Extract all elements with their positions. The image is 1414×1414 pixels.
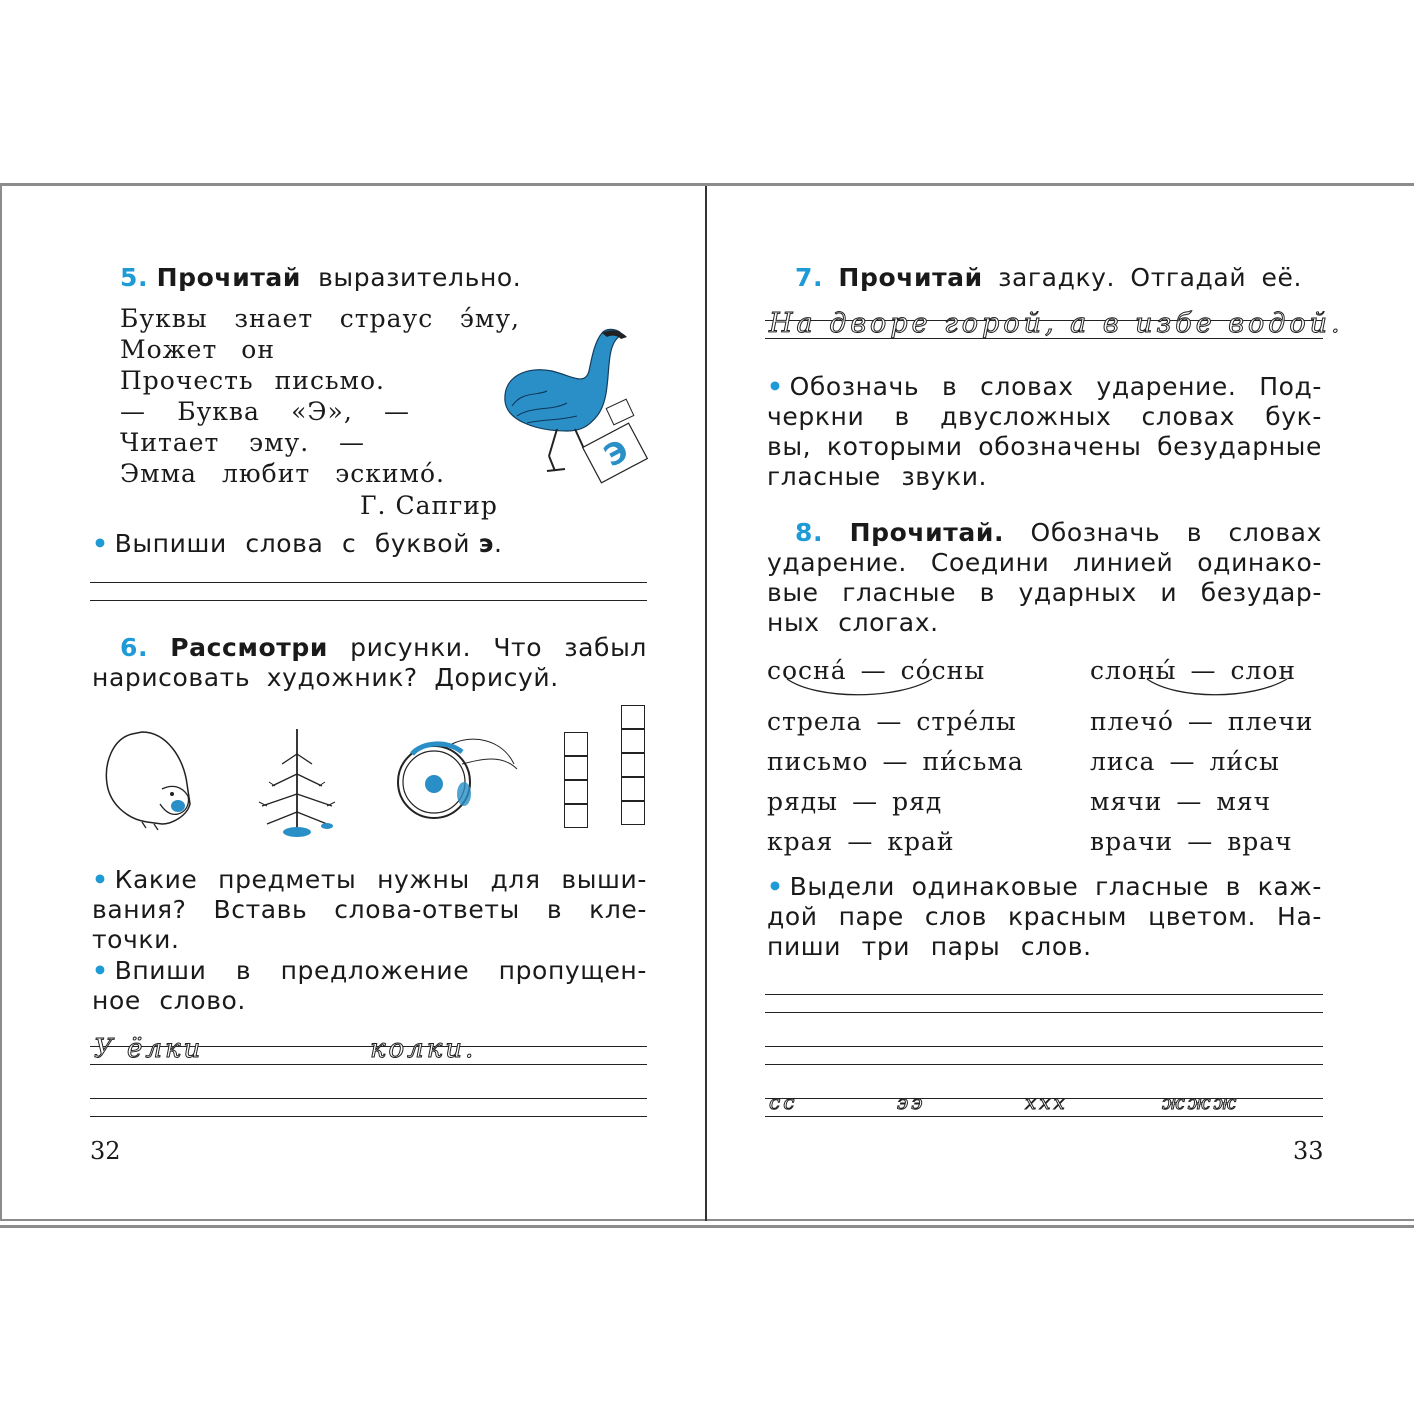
fir-tree-illustration bbox=[247, 724, 347, 839]
embroidery-hoop-illustration bbox=[392, 724, 522, 834]
ex5-verb: Прочитай bbox=[156, 263, 301, 292]
poem-line: Прочесть письмо. bbox=[120, 366, 385, 395]
bullet-icon: • bbox=[92, 956, 109, 985]
ex6-task1-line: • Какие предметы нужны для выши- bbox=[92, 865, 647, 894]
poem-author: Г. Сапгир bbox=[360, 491, 498, 520]
ex8-task bbox=[767, 872, 1322, 962]
grid-cell[interactable] bbox=[621, 705, 645, 729]
bottom-border-inner bbox=[0, 1219, 1414, 1221]
writing-line[interactable] bbox=[90, 600, 647, 601]
ex8-verb: Прочитай. bbox=[849, 518, 1005, 547]
cursive-letters: жжж bbox=[1162, 1090, 1240, 1114]
ex5-heading bbox=[120, 263, 540, 293]
page-number: 33 bbox=[1293, 1137, 1324, 1165]
writing-line[interactable] bbox=[90, 582, 647, 583]
poem-line: Может он bbox=[120, 335, 275, 364]
word-pair: сосна́ — со́сны bbox=[767, 656, 986, 685]
ex7-task-line: черкни в двусложных словах бук- bbox=[767, 402, 1322, 431]
writing-line[interactable] bbox=[90, 1064, 647, 1065]
grid-cell[interactable] bbox=[564, 756, 588, 780]
ex6-task2-line: ное слово. bbox=[92, 986, 246, 1015]
bottom-border bbox=[0, 1225, 1414, 1228]
cursive-letters: ээ bbox=[897, 1090, 926, 1114]
ex8-number: 8. bbox=[795, 518, 824, 547]
cursive-sample: колки. bbox=[370, 1034, 477, 1064]
grid-cell[interactable] bbox=[621, 729, 645, 753]
grid-cell[interactable] bbox=[621, 777, 645, 801]
grid-cell[interactable] bbox=[621, 801, 645, 825]
ex5-task-letter: э bbox=[478, 529, 495, 558]
hedgehog-illustration bbox=[102, 724, 202, 834]
writing-line[interactable] bbox=[765, 994, 1323, 995]
left-page bbox=[2, 186, 705, 1219]
ex7-task bbox=[767, 372, 1322, 492]
ex6-number: 6. bbox=[120, 633, 149, 662]
ex8-text bbox=[767, 548, 1322, 638]
ex7-task-line: • Обозначь в словах ударение. Под- bbox=[767, 372, 1322, 401]
word-pair: плечо́ — плечи bbox=[1090, 707, 1314, 736]
bullet-icon: • bbox=[767, 372, 784, 401]
cursive-letters: сс bbox=[769, 1090, 798, 1114]
cursive-riddle: На дворе горой, а в избе водой. bbox=[769, 308, 1344, 339]
grid-cell[interactable] bbox=[564, 732, 588, 756]
grid-cell[interactable] bbox=[621, 753, 645, 777]
poem-line: Буквы знает страус э́му, bbox=[120, 304, 520, 333]
cursive-sample: У ёлки bbox=[94, 1034, 204, 1064]
bullet-icon: • bbox=[92, 529, 109, 558]
writing-line[interactable] bbox=[765, 1012, 1323, 1013]
word-pair: ряды — ряд bbox=[767, 787, 943, 816]
ex6-line2: нарисовать художник? Дорисуй. bbox=[92, 663, 559, 692]
word-pair: края — край bbox=[767, 827, 955, 856]
ex8-line: вые гласные в ударных и безудар- bbox=[767, 578, 1322, 607]
word-pair: мячи — мяч bbox=[1090, 787, 1272, 816]
ex8-line: ных слогах. bbox=[767, 608, 939, 637]
ex5-task-text: Выпиши слова с буквой bbox=[114, 529, 471, 558]
word-pair: слоны́ — слон bbox=[1090, 656, 1297, 685]
word-pair: врачи — врач bbox=[1090, 827, 1293, 856]
right-page bbox=[707, 186, 1414, 1219]
word-pair: стрела — стре́лы bbox=[767, 707, 1017, 736]
ex5-task bbox=[92, 529, 503, 559]
ex8-task-line: • Выдели одинаковые гласные в каж- bbox=[767, 872, 1322, 901]
ex6-task1 bbox=[92, 865, 647, 955]
ex6-task2-line: • Впиши в предложение пропущен- bbox=[92, 956, 647, 985]
ex6-heading bbox=[120, 633, 647, 663]
bullet-icon: • bbox=[767, 872, 784, 901]
cursive-letters: ххх bbox=[1025, 1090, 1068, 1114]
writing-line[interactable] bbox=[765, 1064, 1323, 1065]
ex5-number: 5. bbox=[120, 263, 149, 292]
word-pair: письмо — пи́сьма bbox=[767, 747, 1024, 776]
writing-line[interactable] bbox=[765, 1046, 1323, 1047]
ex7-number: 7. bbox=[795, 263, 824, 292]
writing-line[interactable] bbox=[90, 1116, 647, 1117]
vowel-connector-arcs bbox=[707, 676, 1414, 706]
poem-line: Эмма любит эскимо́. bbox=[120, 459, 445, 488]
emu-illustration bbox=[497, 321, 657, 486]
ex8-line: ударение. Соедини линией одинако- bbox=[767, 548, 1322, 577]
ex7-verb: Прочитай bbox=[838, 263, 983, 292]
ex6-task2 bbox=[92, 956, 647, 1016]
poem-line: — Буква «Э», — bbox=[120, 397, 410, 426]
page-number: 32 bbox=[90, 1137, 121, 1165]
ex6-line1: рисунки. Что забыл bbox=[350, 633, 647, 662]
ex7-heading bbox=[795, 263, 1302, 293]
ex8-heading bbox=[795, 518, 1322, 548]
ex6-verb: Рассмотри bbox=[170, 633, 328, 662]
svg-text:Э: Э bbox=[598, 433, 635, 475]
bullet-icon: • bbox=[92, 865, 109, 894]
ex8-task-line: дой паре слов красным цветом. На- bbox=[767, 902, 1322, 931]
ex5-rest: выразительно. bbox=[318, 263, 522, 292]
ex7-task-line: вы, которыми обозначены безударные bbox=[767, 432, 1322, 461]
writing-line[interactable] bbox=[90, 1098, 647, 1099]
poem-line: Читает эму. — bbox=[120, 428, 365, 457]
grid-cell[interactable] bbox=[564, 804, 588, 828]
ex7-task-line: гласные звуки. bbox=[767, 462, 988, 491]
ex8-task-line: пиши три пары слов. bbox=[767, 932, 1092, 961]
grid-cell[interactable] bbox=[564, 780, 588, 804]
ex5-poem bbox=[120, 303, 520, 489]
writing-line[interactable] bbox=[765, 1116, 1323, 1117]
ex6-task1-line: точки. bbox=[92, 925, 180, 954]
ex8-line1: Обозначь в словах bbox=[1030, 518, 1322, 547]
ex6-task1-line: вания? Вставь слова-ответы в кле- bbox=[92, 895, 647, 924]
ex7-rest: загадку. Отгадай её. bbox=[998, 263, 1303, 292]
ex5-task-end: . bbox=[494, 529, 503, 558]
word-pair: лиса — ли́сы bbox=[1090, 747, 1280, 776]
